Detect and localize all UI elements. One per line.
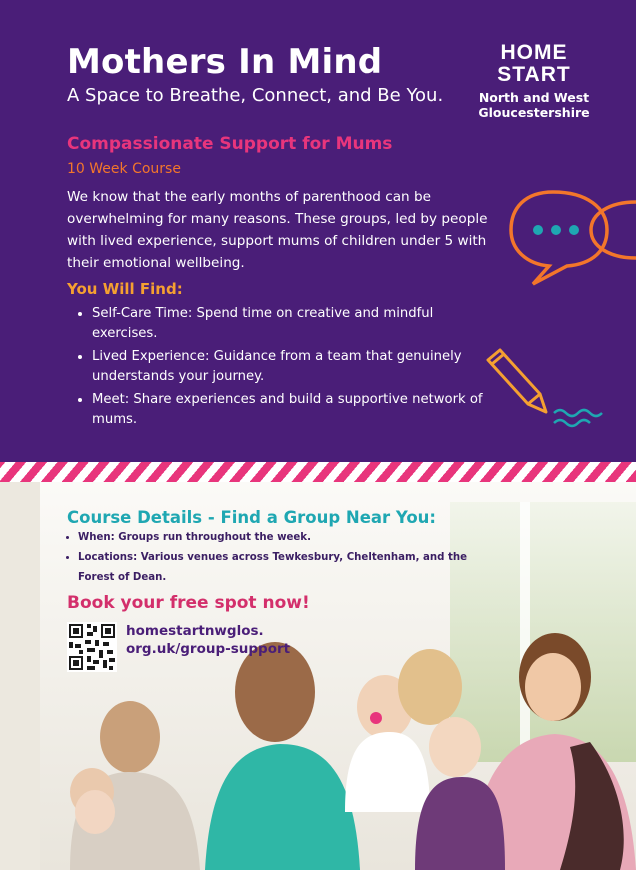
details-heading: Course Details - Find a Group Near You: <box>67 508 437 527</box>
striped-divider <box>0 462 636 482</box>
list-item: • Meet: Share experiences and build a supportive network of mums. <box>92 390 492 430</box>
course-length: 10 Week Course <box>67 161 181 177</box>
support-heading: Compassionate Support for Mums <box>67 134 393 154</box>
logo-region-line2: Gloucestershire <box>478 105 590 120</box>
booking-link[interactable] <box>126 622 290 658</box>
home-start-logo-mark <box>494 40 574 84</box>
page-subtitle: A Space to Breathe, Connect, and Be You. <box>67 85 444 106</box>
qr-code[interactable] <box>67 622 117 672</box>
list-item: • When: Groups run throughout the week. <box>78 528 488 548</box>
svg-text:HOME: HOME <box>500 41 568 64</box>
find-heading: You Will Find: <box>67 280 183 298</box>
booking-link-line2: org.uk/group-support <box>126 641 291 657</box>
speech-bubbles-icon <box>505 180 636 290</box>
list-item: • Self-Care Time: Spend time on creative and mindful exercises. <box>92 304 492 344</box>
details-list <box>64 528 488 588</box>
page-title: Mothers In Mind <box>67 42 383 82</box>
find-list <box>78 304 492 433</box>
logo-region-line1: North and West <box>478 90 590 105</box>
waves-icon <box>550 405 605 433</box>
list-item: • Locations: Various venues across Tewkesbury, Cheltenham, and the Forest of Dean. <box>78 548 488 588</box>
home-start-logo <box>476 40 592 120</box>
intro-paragraph: We know that the early months of parenthood can be overwhelming for many reasons. These groups, led by people with lived experience, support mums of children under 5 with their emotional wellbeing. <box>67 189 488 271</box>
list-item: • Lived Experience: Guidance from a team that genuinely understands your journey. <box>92 347 492 387</box>
logo-region <box>476 90 592 120</box>
book-heading: Book your free spot now! <box>67 593 310 613</box>
booking-link-line1: homestartnwglos. <box>126 623 264 639</box>
svg-text:START: START <box>497 63 571 84</box>
